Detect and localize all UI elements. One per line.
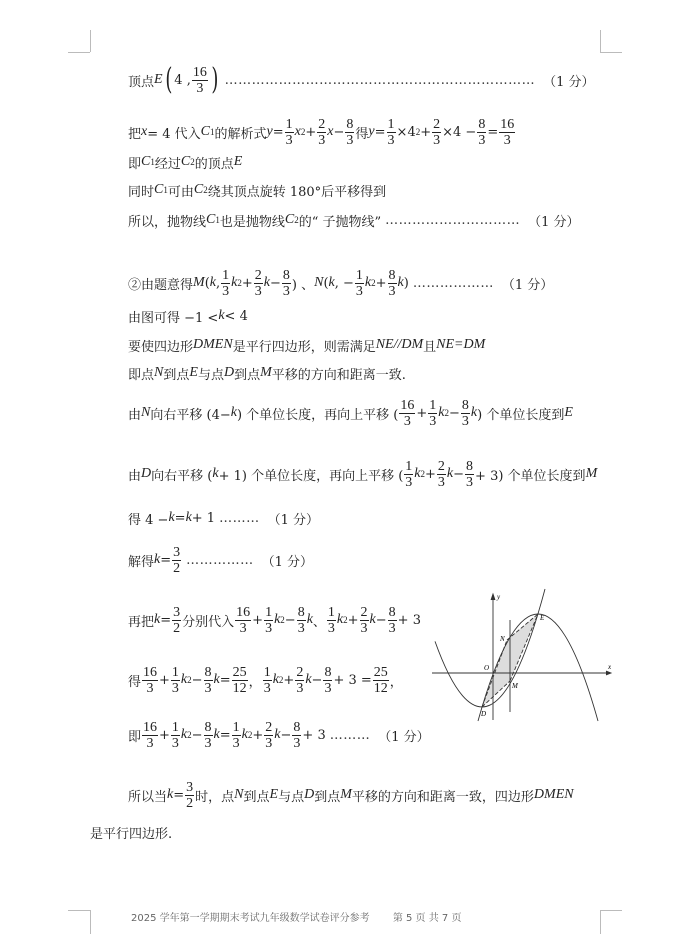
text-segment: = xyxy=(374,124,386,140)
dot-leader: ……… xyxy=(219,510,260,526)
text-segment: = xyxy=(219,727,231,743)
subscript: 1 xyxy=(150,157,155,167)
numerator: 8 xyxy=(478,116,486,132)
math-variable: k xyxy=(397,275,404,290)
text-segment: ， xyxy=(389,674,403,690)
numerator: 1 xyxy=(327,604,335,620)
text-segment: 、 xyxy=(312,614,326,630)
numerator: 3 xyxy=(186,779,194,795)
page-footer xyxy=(131,909,481,924)
text-segment: 所以当 xyxy=(128,789,168,805)
superscript: 2 xyxy=(444,408,449,418)
math-variable: NE=DM xyxy=(436,337,486,352)
superscript: 2 xyxy=(415,127,421,137)
text-segment: 与点 xyxy=(278,789,305,805)
denominator: 3 xyxy=(346,132,354,148)
denominator: 2 xyxy=(173,560,181,576)
math-variable: C xyxy=(206,212,216,227)
text-segment: − xyxy=(284,612,296,628)
denominator: 2 xyxy=(186,795,194,811)
denominator: 3 xyxy=(196,80,204,96)
text-segment: 且 xyxy=(423,339,437,355)
text-segment: + 1) 个单位长度，再向上平移 ( xyxy=(218,468,404,484)
subscript: 1 xyxy=(215,215,220,225)
math-variable: D xyxy=(223,365,235,380)
denominator: 3 xyxy=(327,620,335,636)
math-variable: N xyxy=(141,405,151,420)
math-variable: k xyxy=(336,612,344,627)
text-segment: 把 xyxy=(128,126,142,142)
text-segment: + xyxy=(375,275,387,291)
arrow-icon xyxy=(606,671,611,675)
numerator: 16 xyxy=(400,397,415,413)
text-segment: = xyxy=(160,552,172,568)
subscript: 1 xyxy=(163,185,168,195)
text-segment: − xyxy=(280,727,292,743)
numerator: 8 xyxy=(204,664,212,680)
dot-leader: …………… xyxy=(186,552,254,568)
text-segment: ( xyxy=(323,275,329,291)
numerator: 1 xyxy=(355,267,363,283)
math-variable: k xyxy=(154,612,161,627)
math-variable: k xyxy=(231,275,238,290)
text-segment: + 3 = xyxy=(333,672,372,688)
math-variable: M xyxy=(340,787,352,802)
numerator: 3 xyxy=(173,544,181,560)
denominator: 12 xyxy=(232,680,247,696)
math-variable: k xyxy=(218,308,225,323)
numerator: 2 xyxy=(296,664,304,680)
text-segment: + xyxy=(425,466,436,482)
numerator: 8 xyxy=(461,397,469,413)
text-segment: 再把 xyxy=(128,614,155,630)
subscript: 2 xyxy=(190,157,195,167)
label-d: D xyxy=(481,710,487,718)
text-segment: ) 、 xyxy=(291,277,315,293)
dot-leader: ………………………… xyxy=(385,212,521,228)
text-segment: ) xyxy=(403,275,409,291)
math-variable: E xyxy=(233,154,243,169)
superscript: 2 xyxy=(343,615,348,625)
dot-leader: …………………………………………………………… xyxy=(224,72,536,88)
text-segment: − xyxy=(449,405,460,421)
label-x: x xyxy=(608,663,612,671)
label-e: E xyxy=(540,614,545,622)
text-segment: ) 个单位长度，再向上平移 ( xyxy=(236,407,399,423)
text-segment: + xyxy=(241,275,253,291)
denominator: 3 xyxy=(388,620,396,636)
denominator: 2 xyxy=(173,620,181,636)
text-segment: 到点 xyxy=(243,789,270,805)
numerator: 1 xyxy=(265,604,273,620)
label-o: O xyxy=(484,664,490,672)
superscript: 2 xyxy=(300,127,306,137)
numerator: 8 xyxy=(346,116,354,132)
math-variable: x xyxy=(327,124,334,139)
text-segment: 即 xyxy=(128,729,142,745)
text-segment: 的顶点 xyxy=(194,156,234,172)
numerator: 2 xyxy=(318,116,326,132)
numerator: 1 xyxy=(222,267,230,283)
text-segment: + xyxy=(283,672,295,688)
text-segment: 向右平移 (4− xyxy=(150,407,231,423)
denominator: 3 xyxy=(387,132,395,148)
denominator: 3 xyxy=(360,620,368,636)
math-variable: k xyxy=(272,672,279,687)
text-segment: 要使四边形 xyxy=(128,339,194,355)
text-segment: 4 , xyxy=(174,72,191,88)
score-label: （1 分） xyxy=(528,214,580,230)
numerator: 1 xyxy=(263,664,271,680)
math-variable: C xyxy=(193,182,204,197)
math-variable: N xyxy=(234,787,244,802)
denominator: 3 xyxy=(405,474,413,490)
math-variable: C xyxy=(141,154,151,169)
text-segment: − xyxy=(375,612,387,628)
denominator: 3 xyxy=(466,474,474,490)
numerator: 1 xyxy=(171,664,179,680)
math-variable: E xyxy=(269,787,279,802)
superscript: 2 xyxy=(247,730,253,740)
text-segment: 经过 xyxy=(154,156,181,172)
math-variable: y xyxy=(266,124,273,139)
math-variable: k xyxy=(212,466,219,481)
math-variable: k xyxy=(414,466,421,481)
text-segment: ， xyxy=(248,674,262,690)
superscript: 2 xyxy=(371,278,376,288)
denominator: 3 xyxy=(318,132,326,148)
text-segment: 即 xyxy=(128,156,142,172)
numerator: 8 xyxy=(388,267,396,283)
denominator: 3 xyxy=(437,474,445,490)
math-variable: k xyxy=(241,727,248,742)
numerator: 25 xyxy=(232,664,247,680)
numerator: 1 xyxy=(405,458,413,474)
text-segment: − xyxy=(191,672,203,688)
dot-leader: ……………… xyxy=(412,275,494,291)
subscript: 1 xyxy=(210,127,215,137)
math-variable: k xyxy=(274,612,281,627)
text-segment: 到点 xyxy=(234,367,261,383)
math-variable: M xyxy=(260,365,272,380)
text-segment: ( xyxy=(204,275,210,291)
math-variable: N xyxy=(154,365,164,380)
denominator: 3 xyxy=(204,680,212,696)
text-segment: = xyxy=(173,787,185,803)
bracket: ) xyxy=(211,62,219,97)
text-segment: + xyxy=(347,612,359,628)
text-segment: + 3 xyxy=(397,612,421,628)
subscript: 2 xyxy=(203,185,208,195)
denominator: 3 xyxy=(254,283,262,299)
numerator: 1 xyxy=(171,719,179,735)
math-variable: C xyxy=(154,182,164,197)
denominator: 3 xyxy=(265,620,273,636)
numerator: 2 xyxy=(254,267,262,283)
bracket: ( xyxy=(164,62,172,97)
math-variable: M xyxy=(193,275,205,290)
text-segment: , − xyxy=(334,275,354,291)
math-variable: DMEN xyxy=(193,337,233,352)
denominator: 3 xyxy=(239,620,247,636)
footer-page-number: 第 5 页 共 7 页 xyxy=(392,913,462,924)
text-segment: 也是抛物线 xyxy=(219,214,285,230)
text-segment: 所以，抛物线 xyxy=(128,214,207,230)
text-segment: 分别代入 xyxy=(182,614,235,630)
superscript: 2 xyxy=(420,469,426,479)
text-segment: 与点 xyxy=(197,367,224,383)
math-variable: k xyxy=(470,405,478,420)
numerator: 2 xyxy=(437,458,445,474)
numerator: 8 xyxy=(466,458,474,474)
numerator: 16 xyxy=(500,116,515,132)
text-segment: = xyxy=(272,124,284,140)
text-segment: − xyxy=(453,466,465,482)
denominator: 3 xyxy=(296,680,304,696)
math-variable: M xyxy=(585,466,598,481)
denominator: 3 xyxy=(324,680,332,696)
text-segment: < 4 xyxy=(224,308,248,324)
denominator: 3 xyxy=(146,680,154,696)
denominator: 3 xyxy=(222,283,230,299)
numerator: 1 xyxy=(285,116,293,132)
score-label: （1 分） xyxy=(378,729,430,745)
math-variable: D xyxy=(304,787,315,802)
label-y: y xyxy=(497,593,501,601)
math-variable: DMEN xyxy=(533,787,574,802)
math-variable: E xyxy=(189,365,198,380)
math-variable: x xyxy=(141,124,148,139)
math-variable: C xyxy=(180,154,191,169)
text-segment: ×4 xyxy=(396,124,416,140)
score-label: （1 分） xyxy=(501,277,554,293)
denominator: 3 xyxy=(429,413,437,429)
text-segment: 由图可得 −1 < xyxy=(128,310,219,326)
text-segment: 向右平移 ( xyxy=(151,468,213,484)
math-variable: k xyxy=(364,275,372,290)
text-segment: + xyxy=(420,124,432,140)
math-variable: k xyxy=(180,727,188,742)
math-variable: k xyxy=(168,510,175,525)
denominator: 3 xyxy=(297,620,305,636)
numerator: 1 xyxy=(387,116,395,132)
dot-leader: ……… xyxy=(329,727,371,743)
superscript: 2 xyxy=(187,675,192,685)
text-segment: + xyxy=(159,727,170,743)
numerator: 8 xyxy=(204,719,212,735)
math-variable: E xyxy=(564,405,573,420)
numerator: 8 xyxy=(324,664,332,680)
text-segment: 的解析式 xyxy=(214,126,267,142)
numerator: 25 xyxy=(373,664,388,680)
label-m: M xyxy=(512,682,518,690)
text-segment: 即点 xyxy=(128,367,155,383)
math-variable: NE//DM xyxy=(375,337,424,352)
numerator: 16 xyxy=(192,64,207,80)
text-segment: 绕其顶点旋转 180°后平移得到 xyxy=(207,184,387,200)
denominator: 3 xyxy=(403,413,411,429)
text-segment: 到点 xyxy=(163,367,190,383)
denominator: 3 xyxy=(285,132,293,148)
math-variable: x xyxy=(294,124,301,139)
label-n: N xyxy=(500,635,505,643)
parabola-c2 xyxy=(478,614,598,721)
denominator: 3 xyxy=(171,680,179,696)
denominator: 3 xyxy=(171,735,179,751)
math-variable: k xyxy=(274,727,281,742)
numerator: 8 xyxy=(297,604,305,620)
text-segment: 由 xyxy=(128,407,142,423)
text-segment: 得 xyxy=(128,674,142,690)
footer-title: 2025 学年第一学期期末考试九年级数学试卷评分参考 xyxy=(131,913,370,924)
text-segment: 平移的方向和距离一致，四边形 xyxy=(351,789,534,805)
score-label: （1 分） xyxy=(543,74,595,90)
text-segment: + 1 xyxy=(191,510,216,526)
text-segment: 到点 xyxy=(314,789,341,805)
denominator: 3 xyxy=(282,283,290,299)
denominator: 3 xyxy=(478,132,486,148)
text-segment: + 3 xyxy=(302,727,326,743)
text-segment: 可由 xyxy=(167,184,194,200)
text-segment: = xyxy=(487,124,499,140)
text-segment: 顶点 xyxy=(128,74,155,90)
numerator: 1 xyxy=(232,719,240,735)
math-variable: k xyxy=(154,552,161,567)
text-segment: = xyxy=(219,672,231,688)
denominator: 3 xyxy=(503,132,511,148)
score-label: （1 分） xyxy=(267,512,319,528)
math-variable: k xyxy=(213,672,220,687)
text-segment: 同时 xyxy=(128,184,155,200)
superscript: 2 xyxy=(187,730,192,740)
text-segment: + xyxy=(416,405,428,421)
numerator: 8 xyxy=(282,267,290,283)
text-segment: 得 xyxy=(355,126,369,142)
numerator: 2 xyxy=(433,116,441,132)
text-segment: ②由题意得 xyxy=(128,277,194,293)
math-variable: k xyxy=(438,405,445,420)
text-segment: 解得 xyxy=(128,554,155,570)
text-segment: + xyxy=(252,612,264,628)
math-variable: k xyxy=(213,727,220,742)
text-segment: + xyxy=(305,124,317,140)
denominator: 3 xyxy=(204,735,212,751)
numerator: 2 xyxy=(265,719,273,735)
numerator: 3 xyxy=(173,604,181,620)
math-variable: y xyxy=(368,124,375,139)
numerator: 1 xyxy=(429,397,437,413)
numerator: 8 xyxy=(388,604,396,620)
score-label: （1 分） xyxy=(261,554,314,570)
text-segment: 是平行四边形，则需满足 xyxy=(232,339,376,355)
text-segment: 平移的方向和距离一致. xyxy=(271,367,406,383)
numerator: 16 xyxy=(236,604,251,620)
math-variable: C xyxy=(284,212,295,227)
denominator: 3 xyxy=(433,132,441,148)
text-segment: + xyxy=(252,727,264,743)
subscript: 2 xyxy=(294,215,299,225)
math-variable: k xyxy=(369,612,376,627)
math-variable: D xyxy=(141,466,152,481)
numerator: 16 xyxy=(143,664,158,680)
text-segment: 由 xyxy=(128,468,142,484)
numerator: 16 xyxy=(143,719,158,735)
text-segment: = xyxy=(160,612,172,628)
math-variable: N xyxy=(314,275,324,290)
text-segment: 是平行四边形. xyxy=(90,826,173,842)
math-variable: k xyxy=(328,275,335,290)
text-segment: + 3) 个单位长度到 xyxy=(475,468,586,484)
text-segment: − xyxy=(333,124,345,140)
text-segment: 得 4 − xyxy=(128,512,169,528)
denominator: 3 xyxy=(146,735,154,751)
math-variable: k xyxy=(167,787,174,802)
math-variable: k xyxy=(180,672,188,687)
superscript: 2 xyxy=(237,278,242,288)
denominator: 3 xyxy=(232,735,240,751)
numerator: 8 xyxy=(293,719,301,735)
text-segment: ×4 − xyxy=(442,124,477,140)
text-segment: ) 个单位长度到 xyxy=(477,407,565,423)
math-variable: k xyxy=(263,275,270,290)
text-segment: = xyxy=(174,510,186,526)
text-segment: , xyxy=(215,275,221,291)
superscript: 2 xyxy=(280,615,285,625)
denominator: 3 xyxy=(263,680,271,696)
text-segment: 的“ 子抛物线” xyxy=(298,214,382,230)
math-variable: C xyxy=(200,124,211,139)
denominator: 3 xyxy=(265,735,273,751)
denominator: 3 xyxy=(355,283,363,299)
superscript: 2 xyxy=(278,675,284,685)
denominator: 3 xyxy=(461,413,469,429)
math-variable: k xyxy=(185,510,192,525)
denominator: 12 xyxy=(373,680,388,696)
denominator: 3 xyxy=(388,283,396,299)
text-segment: − xyxy=(191,727,203,743)
text-segment: 时，点 xyxy=(195,789,235,805)
math-variable: k xyxy=(446,466,454,481)
math-variable: E xyxy=(154,72,163,87)
text-segment: = 4 代入 xyxy=(147,126,201,142)
math-variable: k xyxy=(230,405,237,420)
math-variable: k xyxy=(305,672,312,687)
denominator: 3 xyxy=(293,735,301,751)
math-variable: k xyxy=(306,612,313,627)
text-segment: − xyxy=(311,672,323,688)
numerator: 2 xyxy=(360,604,368,620)
arrow-icon xyxy=(491,594,495,600)
text-segment: + xyxy=(159,672,170,688)
text-segment: − xyxy=(269,275,281,291)
math-variable: k xyxy=(209,275,216,290)
